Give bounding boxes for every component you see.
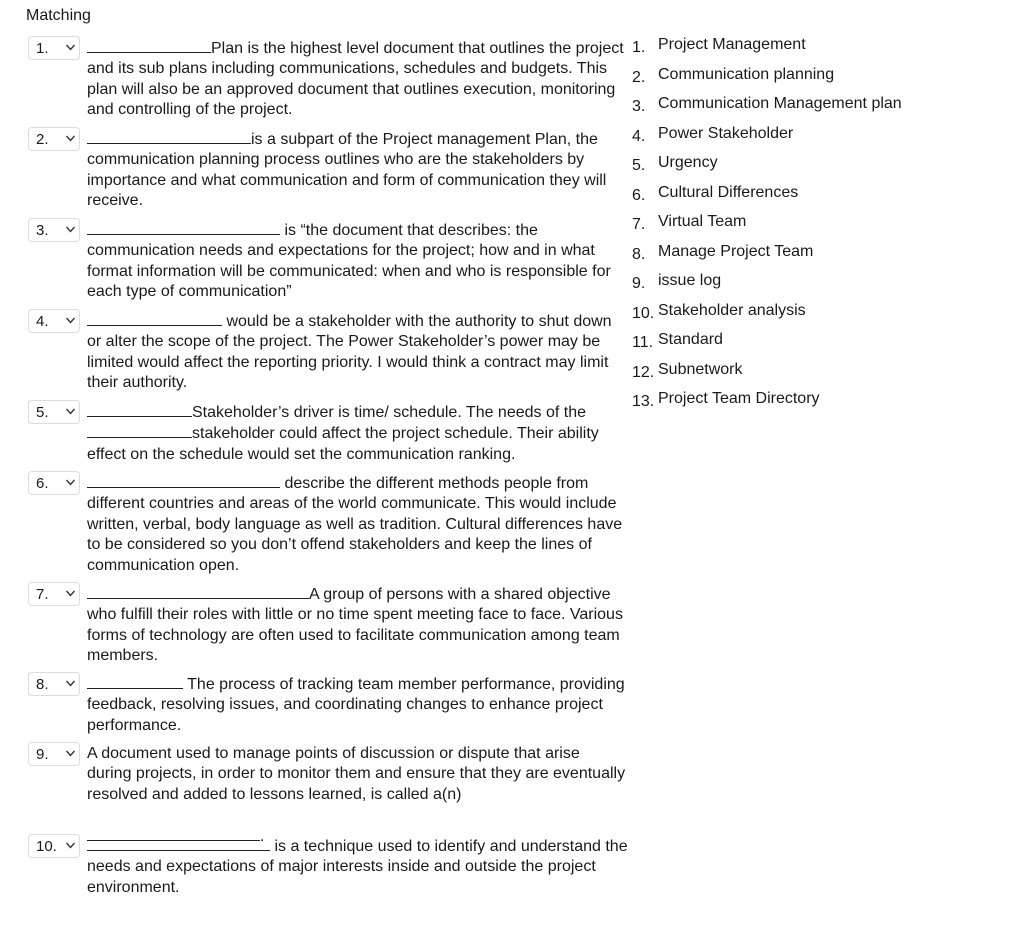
option-number: 12. bbox=[632, 363, 655, 381]
question-9 bbox=[28, 744, 628, 847]
question-number: 1. bbox=[36, 40, 49, 57]
option-number: 11. bbox=[632, 334, 654, 351]
answer-blank bbox=[87, 38, 211, 53]
chevron-down-icon bbox=[66, 842, 75, 849]
question-number: 6. bbox=[36, 475, 49, 492]
answer-blank bbox=[87, 584, 309, 599]
question-text: stakeholder could affect the project schedule. Their ability effect on the schedule would set the communication ranking. bbox=[87, 425, 599, 463]
question-text: A document used to manage points of discussion or dispute that arise during projects, in order to monitor them and ensure that they are eventually resolved and added to lessons learned, is called a(n) bbox=[87, 745, 626, 803]
question-text: is a subpart of the Project management Plan, the communication planning process outlines who are the stakeholders by importance and what communication and form of communication they will receive. bbox=[87, 131, 607, 210]
answer-select-5[interactable] bbox=[28, 400, 80, 424]
option-label: issue log bbox=[658, 272, 722, 289]
answer-blank bbox=[87, 836, 270, 851]
question-end: . bbox=[260, 827, 265, 845]
option-number: 2. bbox=[632, 68, 646, 86]
chevron-down-icon bbox=[66, 408, 75, 415]
answer-select-10[interactable] bbox=[28, 834, 80, 858]
question-text: The process of tracking team member performance, providing feedback, resolving issues, and coordinating changes to enhance project performance. bbox=[87, 676, 625, 734]
option-label: Manage Project Team bbox=[658, 242, 814, 260]
answer-select-8[interactable] bbox=[28, 672, 80, 696]
option-label: Communication Management plan bbox=[658, 95, 902, 112]
option-number: 6. bbox=[632, 186, 646, 204]
option-number: 9. bbox=[632, 275, 646, 292]
option-number: 3. bbox=[632, 98, 646, 115]
chevron-down-icon bbox=[66, 750, 75, 757]
question-text: describe the different methods people from different countries and areas of the world communicate. This would include written, verbal, body language as well as tradition. Cultural differences have to be considered so you don’t offend stakeholders and keep the lines of communication open. bbox=[87, 475, 623, 574]
question-6 bbox=[28, 473, 628, 576]
chevron-down-icon bbox=[66, 44, 75, 51]
question-2 bbox=[28, 129, 628, 212]
option-label: Virtual Team bbox=[658, 213, 747, 230]
answer-select-4[interactable] bbox=[28, 309, 80, 333]
question-4 bbox=[28, 311, 628, 394]
answer-select-9[interactable] bbox=[28, 742, 80, 766]
question-number: 2. bbox=[36, 131, 49, 148]
option-label: Stakeholder analysis bbox=[658, 301, 806, 319]
question-7 bbox=[28, 584, 628, 667]
chevron-down-icon bbox=[66, 317, 75, 324]
answer-select-1[interactable] bbox=[28, 36, 80, 60]
question-text: would be a stakeholder with the authority to shut down or alter the scope of the project. The Power Stakeholder’s power may be limited would affect the reporting priority. I would think a contract may limit their authority. bbox=[87, 313, 612, 392]
option-label: Project Team Directory bbox=[658, 390, 820, 407]
answer-blank bbox=[87, 402, 192, 417]
option-label: Urgency bbox=[658, 154, 718, 171]
question-text: Stakeholder’s driver is time/ schedule. The needs of the bbox=[192, 404, 586, 421]
question-text: is a technique used to identify and understand the needs and expectations of major interests inside and outside the project environment. bbox=[87, 838, 628, 896]
question-text: Plan is the highest level document that outlines the project and its sub plans including communications, schedules and budgets. This plan will also be an approved document that outlines execution, monitoring and controlling of the project. bbox=[87, 40, 624, 119]
option-number: 10. bbox=[632, 304, 655, 322]
option-number: 5. bbox=[632, 157, 646, 174]
question-text: is “the document that describes: the communication needs and expectations for the project; how and in what format information will be communicated: when and who is responsible for each type of communication” bbox=[87, 222, 611, 301]
page-title: Matching bbox=[26, 7, 91, 24]
question-text: A group of persons with a shared objective who fulfill their roles with little or no time spent meeting face to face. Various forms of technology are often used to facilitate communication among team members. bbox=[87, 586, 623, 665]
chevron-down-icon bbox=[66, 226, 75, 233]
question-number: 4. bbox=[36, 313, 49, 330]
question-number: 5. bbox=[36, 404, 49, 421]
question-10 bbox=[28, 836, 628, 898]
question-5 bbox=[28, 402, 628, 465]
question-number: 7. bbox=[36, 586, 49, 603]
question-number: 8. bbox=[36, 676, 49, 693]
chevron-down-icon bbox=[66, 479, 75, 486]
answer-blank bbox=[87, 311, 222, 326]
option-number: 7. bbox=[632, 216, 646, 233]
answer-blank bbox=[87, 220, 280, 235]
answer-blank bbox=[87, 129, 251, 144]
option-number: 4. bbox=[632, 127, 646, 145]
question-number: 9. bbox=[36, 746, 49, 763]
option-label: Power Stakeholder bbox=[658, 124, 794, 142]
question-number: 3. bbox=[36, 222, 49, 239]
question-3 bbox=[28, 220, 628, 303]
chevron-down-icon bbox=[66, 135, 75, 142]
answer-blank bbox=[87, 423, 192, 438]
question-number: 10. bbox=[36, 838, 57, 855]
option-label: Subnetwork bbox=[658, 360, 743, 378]
question-1 bbox=[28, 38, 628, 121]
option-label: Communication planning bbox=[658, 65, 835, 83]
chevron-down-icon bbox=[66, 590, 75, 597]
option-label: Cultural Differences bbox=[658, 183, 799, 201]
answer-select-3[interactable] bbox=[28, 218, 80, 242]
answer-blank bbox=[87, 674, 183, 689]
option-number: 13. bbox=[632, 393, 655, 410]
option-number: 1. bbox=[632, 39, 646, 56]
chevron-down-icon bbox=[66, 680, 75, 687]
option-label: Project Management bbox=[658, 36, 806, 53]
answer-select-6[interactable] bbox=[28, 471, 80, 495]
question-8 bbox=[28, 674, 628, 736]
option-number: 8. bbox=[632, 245, 646, 263]
answer-select-7[interactable] bbox=[28, 582, 80, 606]
answer-blank bbox=[87, 473, 280, 488]
option-label: Standard bbox=[658, 331, 723, 348]
answer-select-2[interactable] bbox=[28, 127, 80, 151]
